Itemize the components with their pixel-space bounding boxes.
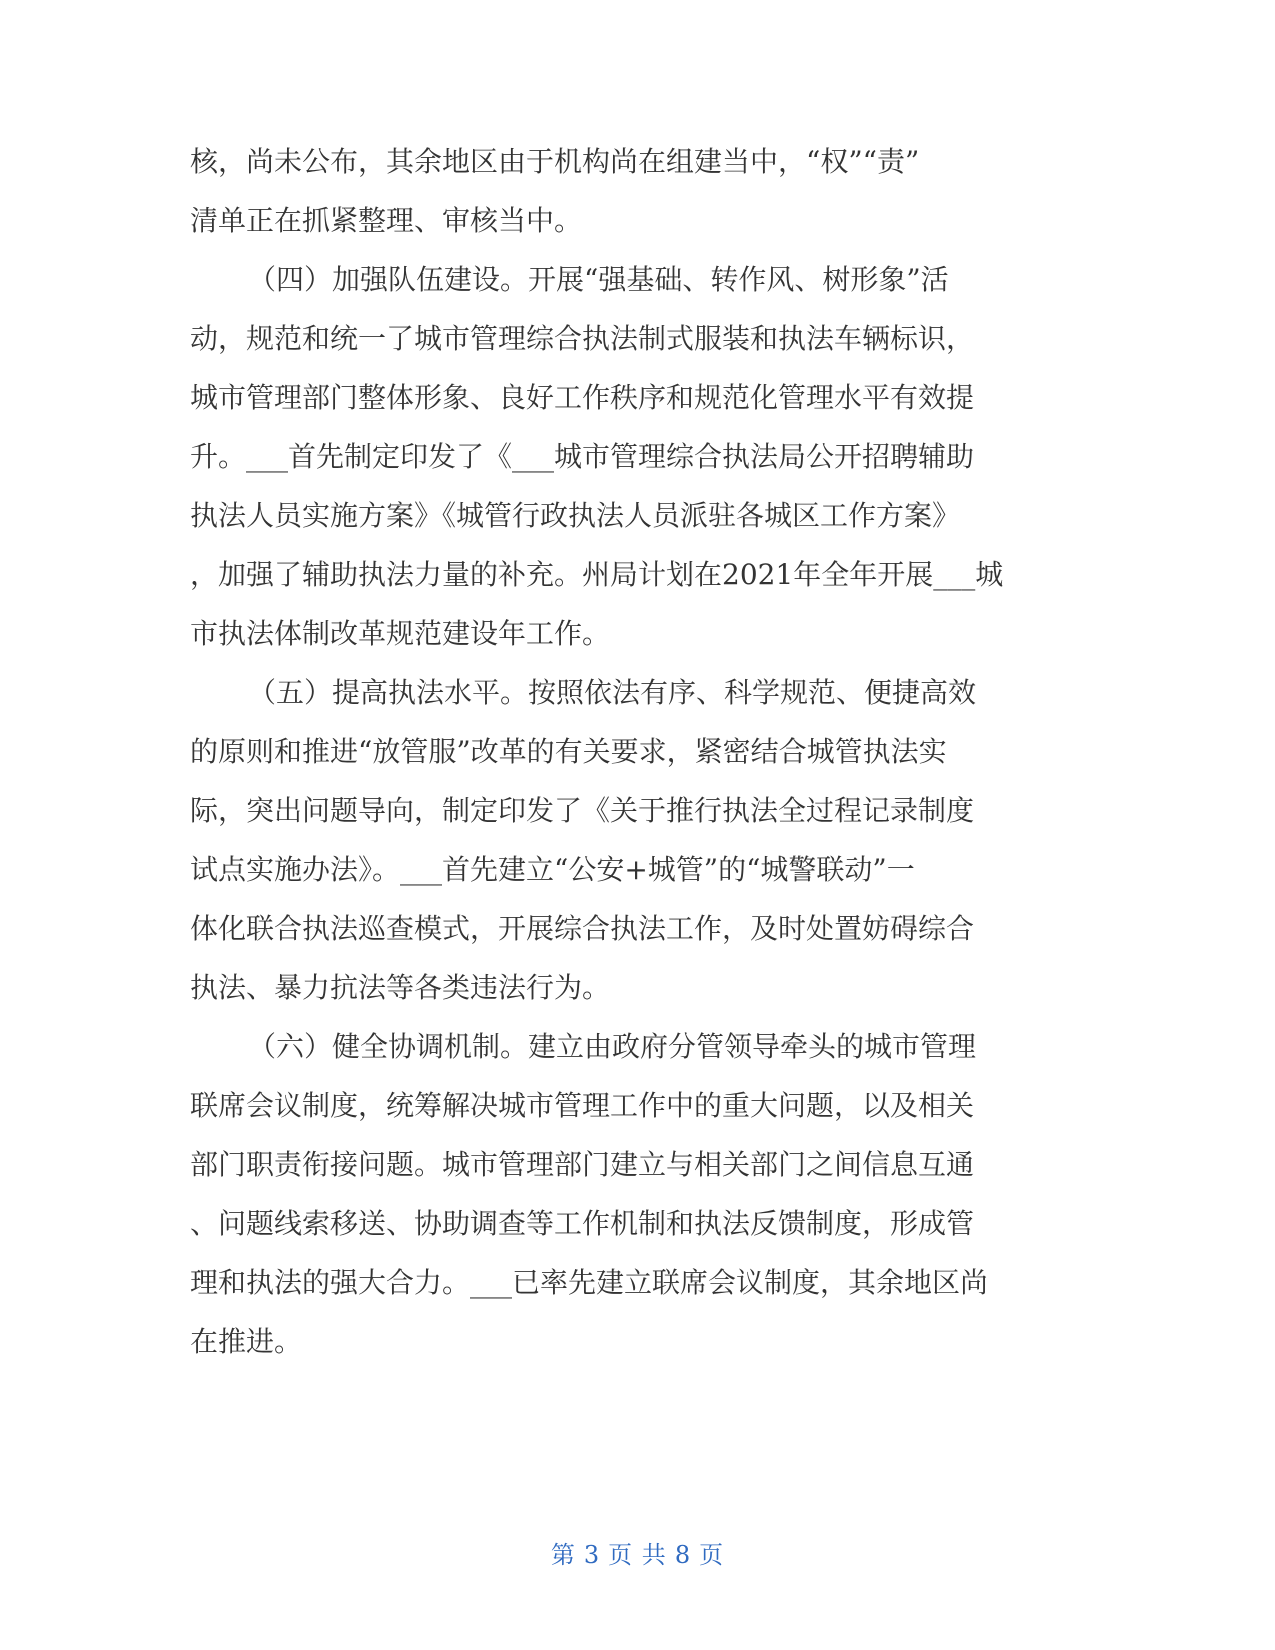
text-line: 执法人员实施方案》《城管行政执法人员派驻各城区工作方案》	[190, 499, 961, 532]
text-line: 际，突出问题导向，制定印发了《关于推行执法全过程记录制度	[190, 794, 975, 827]
text-line: 在推进。	[190, 1325, 303, 1358]
text-line: 理和执法的强大合力。___已率先建立联席会议制度，其余地区尚	[190, 1266, 989, 1299]
text-line: 部门职责衔接问题。城市管理部门建立与相关部门之间信息互通	[190, 1148, 975, 1181]
text-line: 动，规范和统一了城市管理综合执法制式服装和执法车辆标识，	[190, 322, 975, 355]
paragraph-heading-line: （四）加强队伍建设。开展“强基础、转作风、树形象”活	[248, 263, 949, 296]
footer-middle: 页 共	[608, 1541, 667, 1569]
text-line: 试点实施办法》。___首先建立“公安+城管”的“城警联动”一	[190, 853, 915, 886]
text-line: 市执法体制改革规范建设年工作。	[190, 617, 611, 650]
text-line: 体化联合执法巡查模式，开展综合执法工作，及时处置妨碍综合	[190, 912, 975, 945]
text-line: 联席会议制度，统筹解决城市管理工作中的重大问题，以及相关	[190, 1089, 975, 1122]
paragraph-heading-line: （五）提高执法水平。按照依法有序、科学规范、便捷高效	[248, 676, 977, 709]
text-line: ，加强了辅助执法力量的补充。州局计划在2021年全年开展___城	[190, 558, 1004, 591]
text-line: 城市管理部门整体形象、良好工作秩序和规范化管理水平有效提	[190, 381, 975, 414]
footer-prefix: 第	[550, 1541, 576, 1569]
text-line: 、问题线索移送、协助调查等工作机制和执法反馈制度，形成管	[190, 1207, 975, 1240]
text-line: 升。___首先制定印发了《___城市管理综合执法局公开招聘辅助	[190, 440, 975, 473]
total-pages-number: 8	[674, 1541, 692, 1569]
current-page-number: 3	[583, 1541, 601, 1569]
footer-suffix: 页	[699, 1541, 725, 1569]
text-line: 执法、暴力抗法等各类违法行为。	[190, 971, 611, 1004]
text-line: 核，尚未公布，其余地区由于机构尚在组建当中，“权”“责”	[190, 145, 920, 178]
text-line: 清单正在抓紧整理、审核当中。	[190, 204, 583, 237]
text-line: 的原则和推进“放管服”改革的有关要求，紧密结合城管执法实	[190, 735, 947, 768]
paragraph-heading-line: （六）健全协调机制。建立由政府分管领导牵头的城市管理	[248, 1030, 977, 1063]
page-footer	[0, 1535, 1275, 1570]
